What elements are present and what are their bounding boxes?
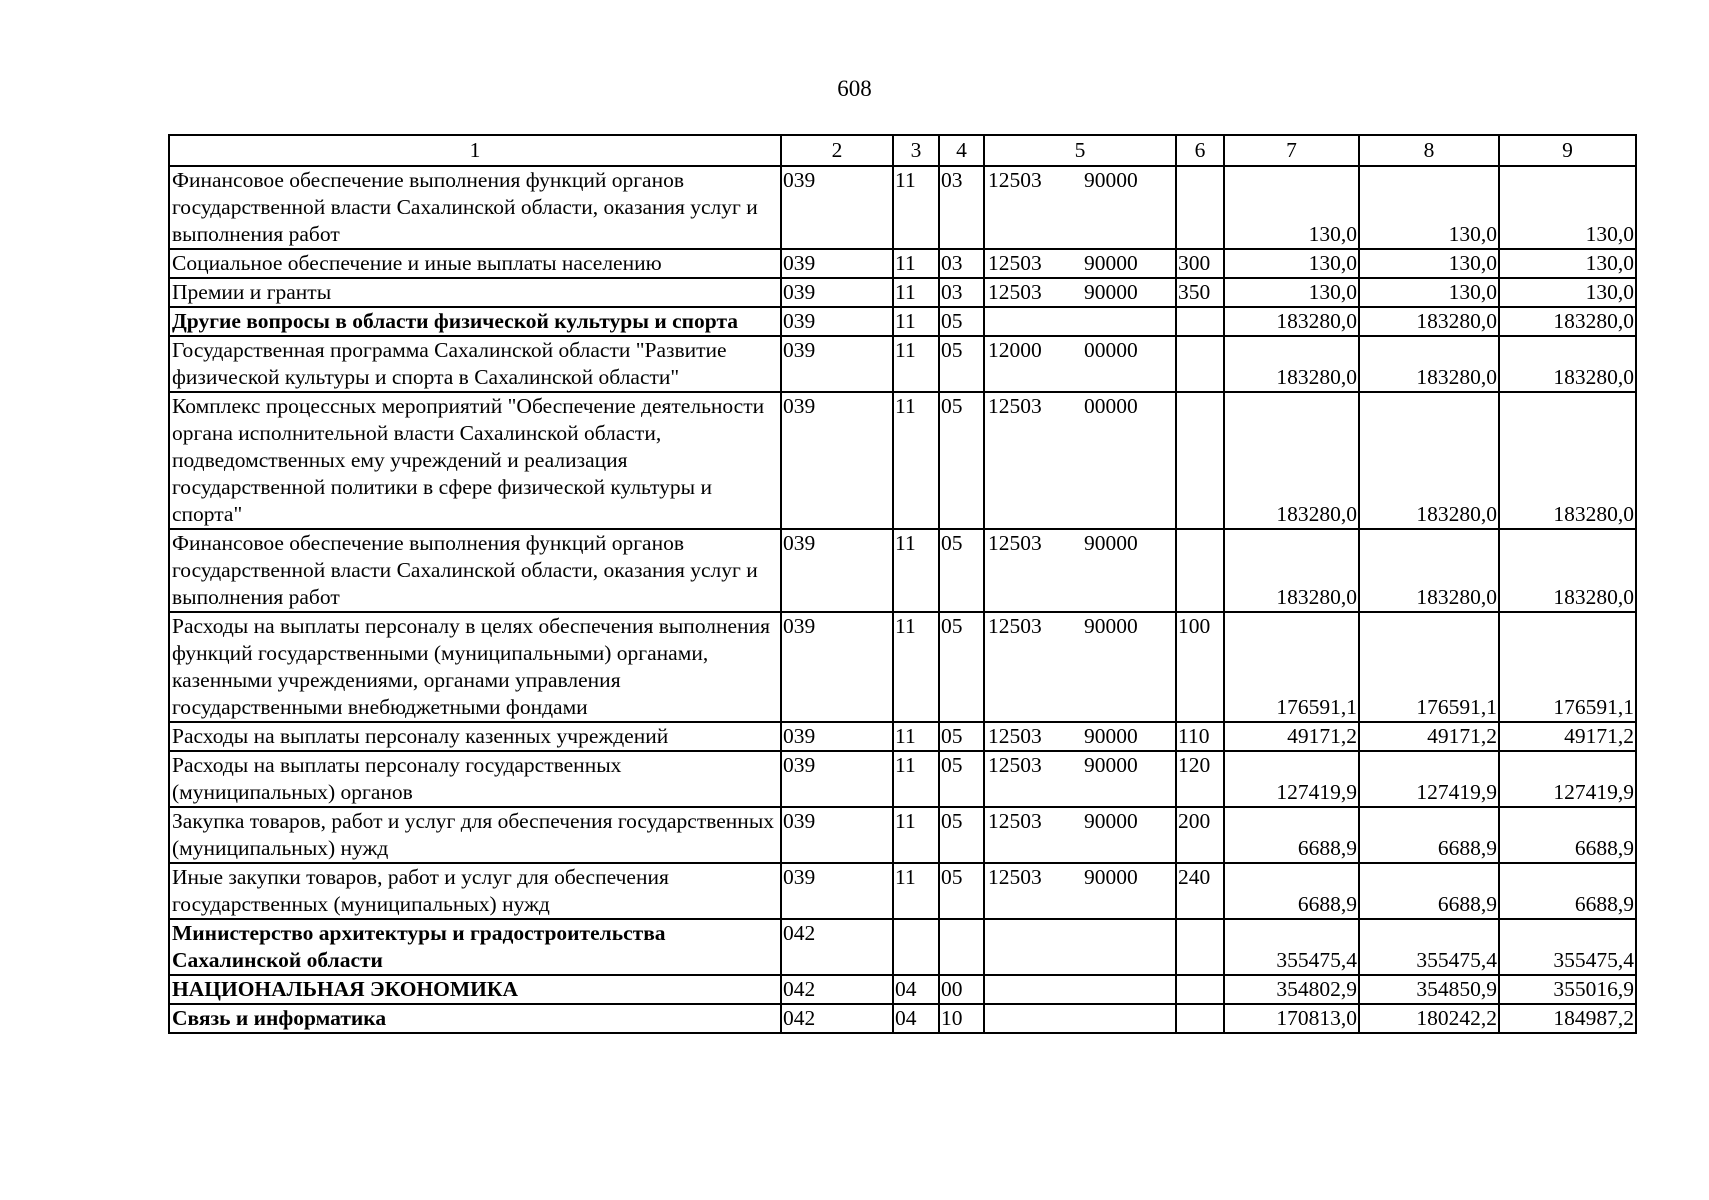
table-row: [169, 1004, 1636, 1033]
target-article-direction: 90000: [1084, 251, 1138, 275]
row-target-article: [984, 392, 1176, 529]
row-target-article: [984, 919, 1176, 975]
row-amount-col9: 130,0: [1499, 249, 1636, 278]
row-target-article: [984, 1004, 1176, 1033]
header-cell-8: 8: [1359, 135, 1499, 166]
row-amount-col9: 176591,1: [1499, 612, 1636, 722]
row-name: Социальное обеспечение и иные выплаты населению: [169, 249, 781, 278]
row-name: Иные закупки товаров, работ и услуг для обеспечения государственных (муниципальных) нужд: [169, 863, 781, 919]
row-amount-col7: 176591,1: [1224, 612, 1359, 722]
target-article-wrap: [986, 530, 1174, 557]
target-article-wrap: [986, 337, 1174, 364]
row-amount-col7: 170813,0: [1224, 1004, 1359, 1033]
row-ministry-code: 039: [781, 278, 893, 307]
target-article-wrap: [986, 613, 1174, 640]
header-cell-2: 2: [781, 135, 893, 166]
row-ministry-code: 039: [781, 807, 893, 863]
table-row: [169, 278, 1636, 307]
target-article-wrap: [986, 279, 1174, 306]
header-cell-6: 6: [1176, 135, 1224, 166]
row-name: Министерство архитектуры и градостроительства Сахалинской области: [169, 919, 781, 975]
table-row: [169, 863, 1636, 919]
row-target-article: [984, 751, 1176, 807]
row-amount-col7: 355475,4: [1224, 919, 1359, 975]
row-target-article: [984, 863, 1176, 919]
row-name: НАЦИОНАЛЬНАЯ ЭКОНОМИКА: [169, 975, 781, 1004]
row-target-article: [984, 722, 1176, 751]
row-name: Расходы на выплаты персоналу в целях обеспечения выполнения функций государственными (муниципальными) органами, казенными учреждениями, органами управления государственными внебюджетными фондами: [169, 612, 781, 722]
row-subsection-code: 10: [939, 1004, 984, 1033]
table-row: [169, 975, 1636, 1004]
row-section-code: 04: [893, 975, 939, 1004]
table-row: [169, 249, 1636, 278]
row-amount-col7: 49171,2: [1224, 722, 1359, 751]
row-amount-col8: 354850,9: [1359, 975, 1499, 1004]
page-number: 608: [837, 76, 872, 101]
row-section-code: 11: [893, 249, 939, 278]
row-target-article: [984, 166, 1176, 249]
row-target-article: [984, 249, 1176, 278]
row-ministry-code: 039: [781, 529, 893, 612]
row-expense-type: [1176, 919, 1224, 975]
target-article-program: 12503: [988, 809, 1042, 833]
header-cell-4: 4: [939, 135, 984, 166]
row-subsection-code: [939, 919, 984, 975]
row-amount-col7: 183280,0: [1224, 529, 1359, 612]
target-article-direction: 90000: [1084, 614, 1138, 638]
row-expense-type: [1176, 307, 1224, 336]
row-amount-col8: 130,0: [1359, 278, 1499, 307]
row-amount-col7: 183280,0: [1224, 307, 1359, 336]
row-section-code: 11: [893, 307, 939, 336]
row-amount-col9: 183280,0: [1499, 392, 1636, 529]
row-subsection-code: 05: [939, 529, 984, 612]
row-amount-col7: 127419,9: [1224, 751, 1359, 807]
row-amount-col9: 183280,0: [1499, 529, 1636, 612]
row-target-article: [984, 612, 1176, 722]
row-amount-col8: 183280,0: [1359, 307, 1499, 336]
row-subsection-code: 05: [939, 307, 984, 336]
table-row: [169, 529, 1636, 612]
target-article-wrap: [986, 723, 1174, 750]
row-amount-col9: 6688,9: [1499, 807, 1636, 863]
table-row: [169, 807, 1636, 863]
target-article-wrap: [986, 864, 1174, 891]
row-amount-col8: 130,0: [1359, 249, 1499, 278]
row-target-article: [984, 278, 1176, 307]
table-row: [169, 166, 1636, 249]
row-ministry-code: 039: [781, 392, 893, 529]
table-row: [169, 919, 1636, 975]
row-subsection-code: 05: [939, 751, 984, 807]
row-amount-col9: 183280,0: [1499, 307, 1636, 336]
row-section-code: 11: [893, 336, 939, 392]
row-section-code: 11: [893, 278, 939, 307]
row-expense-type: 200: [1176, 807, 1224, 863]
target-article-program: 12503: [988, 531, 1042, 555]
row-expense-type: [1176, 975, 1224, 1004]
row-amount-col8: 6688,9: [1359, 863, 1499, 919]
row-ministry-code: 039: [781, 863, 893, 919]
row-target-article: [984, 336, 1176, 392]
row-subsection-code: 00: [939, 975, 984, 1004]
target-article-direction: 90000: [1084, 531, 1138, 555]
header-cell-3: 3: [893, 135, 939, 166]
row-section-code: 11: [893, 751, 939, 807]
row-ministry-code: 039: [781, 751, 893, 807]
row-ministry-code: 039: [781, 336, 893, 392]
row-amount-col8: 183280,0: [1359, 392, 1499, 529]
row-name: Государственная программа Сахалинской области "Развитие физической культуры и спорта в Сахалинской области": [169, 336, 781, 392]
row-subsection-code: 05: [939, 612, 984, 722]
target-article-wrap: [986, 250, 1174, 277]
row-amount-col8: 355475,4: [1359, 919, 1499, 975]
row-expense-type: [1176, 166, 1224, 249]
row-subsection-code: 05: [939, 807, 984, 863]
header-row: [169, 135, 1636, 166]
target-article-program: 12000: [988, 338, 1042, 362]
row-amount-col7: 183280,0: [1224, 392, 1359, 529]
row-expense-type: 240: [1176, 863, 1224, 919]
target-article-wrap: [986, 393, 1174, 420]
target-article-wrap: [986, 167, 1174, 194]
row-amount-col8: 6688,9: [1359, 807, 1499, 863]
target-article-program: 12503: [988, 168, 1042, 192]
target-article-direction: 90000: [1084, 724, 1138, 748]
row-expense-type: [1176, 1004, 1224, 1033]
row-amount-col7: 6688,9: [1224, 863, 1359, 919]
row-ministry-code: 042: [781, 1004, 893, 1033]
row-amount-col7: 183280,0: [1224, 336, 1359, 392]
target-article-program: 12503: [988, 724, 1042, 748]
row-name: Премии и гранты: [169, 278, 781, 307]
row-expense-type: 110: [1176, 722, 1224, 751]
row-expense-type: 100: [1176, 612, 1224, 722]
target-article-direction: 00000: [1084, 394, 1138, 418]
row-amount-col9: 184987,2: [1499, 1004, 1636, 1033]
row-section-code: 04: [893, 1004, 939, 1033]
target-article-program: 12503: [988, 251, 1042, 275]
row-subsection-code: 03: [939, 166, 984, 249]
row-name: Комплекс процессных мероприятий "Обеспечение деятельности органа исполнительной власти Сахалинской области, подведомственных ему учреждений и реализация государственной политики в сфере физической культуры и спорта": [169, 392, 781, 529]
row-name: Связь и информатика: [169, 1004, 781, 1033]
row-amount-col9: 183280,0: [1499, 336, 1636, 392]
row-section-code: 11: [893, 807, 939, 863]
target-article-direction: 90000: [1084, 809, 1138, 833]
row-ministry-code: 039: [781, 307, 893, 336]
row-amount-col7: 130,0: [1224, 166, 1359, 249]
row-section-code: 11: [893, 166, 939, 249]
table-row: [169, 751, 1636, 807]
row-section-code: 11: [893, 863, 939, 919]
row-subsection-code: 05: [939, 392, 984, 529]
row-ministry-code: 039: [781, 249, 893, 278]
row-amount-col8: 180242,2: [1359, 1004, 1499, 1033]
row-expense-type: 350: [1176, 278, 1224, 307]
row-amount-col9: 355016,9: [1499, 975, 1636, 1004]
row-subsection-code: 05: [939, 336, 984, 392]
target-article-direction: 90000: [1084, 168, 1138, 192]
target-article-direction: 90000: [1084, 280, 1138, 304]
row-ministry-code: 039: [781, 722, 893, 751]
row-expense-type: 120: [1176, 751, 1224, 807]
target-article-program: 12503: [988, 753, 1042, 777]
row-amount-col8: 130,0: [1359, 166, 1499, 249]
row-amount-col7: 130,0: [1224, 278, 1359, 307]
row-amount-col7: 354802,9: [1224, 975, 1359, 1004]
row-target-article: [984, 975, 1176, 1004]
row-section-code: 11: [893, 529, 939, 612]
row-section-code: 11: [893, 722, 939, 751]
row-ministry-code: 042: [781, 919, 893, 975]
header-cell-9: 9: [1499, 135, 1636, 166]
row-amount-col7: 130,0: [1224, 249, 1359, 278]
row-amount-col9: 130,0: [1499, 278, 1636, 307]
row-amount-col9: 6688,9: [1499, 863, 1636, 919]
row-amount-col8: 183280,0: [1359, 336, 1499, 392]
target-article-program: 12503: [988, 865, 1042, 889]
target-article-program: 12503: [988, 614, 1042, 638]
row-amount-col9: 355475,4: [1499, 919, 1636, 975]
row-amount-col9: 127419,9: [1499, 751, 1636, 807]
row-amount-col8: 183280,0: [1359, 529, 1499, 612]
table-row: [169, 722, 1636, 751]
row-subsection-code: 05: [939, 863, 984, 919]
header-cell-5: 5: [984, 135, 1176, 166]
row-amount-col9: 130,0: [1499, 166, 1636, 249]
row-name: Финансовое обеспечение выполнения функций органов государственной власти Сахалинской области, оказания услуг и выполнения работ: [169, 529, 781, 612]
target-article-direction: 90000: [1084, 753, 1138, 777]
row-target-article: [984, 529, 1176, 612]
table-row: [169, 336, 1636, 392]
budget-table: [168, 134, 1637, 1034]
row-amount-col9: 49171,2: [1499, 722, 1636, 751]
target-article-wrap: [986, 808, 1174, 835]
row-expense-type: 300: [1176, 249, 1224, 278]
row-section-code: 11: [893, 392, 939, 529]
target-article-wrap: [986, 752, 1174, 779]
target-article-program: 12503: [988, 280, 1042, 304]
table-row: [169, 307, 1636, 336]
target-article-direction: 90000: [1084, 865, 1138, 889]
table-row: [169, 392, 1636, 529]
row-name: Расходы на выплаты персоналу государственных (муниципальных) органов: [169, 751, 781, 807]
header-cell-7: 7: [1224, 135, 1359, 166]
target-article-program: 12503: [988, 394, 1042, 418]
row-name: Закупка товаров, работ и услуг для обеспечения государственных (муниципальных) нужд: [169, 807, 781, 863]
target-article-direction: 00000: [1084, 338, 1138, 362]
row-target-article: [984, 307, 1176, 336]
row-subsection-code: 05: [939, 722, 984, 751]
row-name: Другие вопросы в области физической культуры и спорта: [169, 307, 781, 336]
row-section-code: [893, 919, 939, 975]
row-amount-col7: 6688,9: [1224, 807, 1359, 863]
row-ministry-code: 039: [781, 166, 893, 249]
header-cell-1: 1: [169, 135, 781, 166]
row-amount-col8: 127419,9: [1359, 751, 1499, 807]
row-amount-col8: 49171,2: [1359, 722, 1499, 751]
row-ministry-code: 042: [781, 975, 893, 1004]
row-section-code: 11: [893, 612, 939, 722]
row-subsection-code: 03: [939, 278, 984, 307]
row-expense-type: [1176, 392, 1224, 529]
row-expense-type: [1176, 336, 1224, 392]
row-expense-type: [1176, 529, 1224, 612]
row-amount-col8: 176591,1: [1359, 612, 1499, 722]
row-subsection-code: 03: [939, 249, 984, 278]
table-row: [169, 612, 1636, 722]
row-name: Расходы на выплаты персоналу казенных учреждений: [169, 722, 781, 751]
row-target-article: [984, 807, 1176, 863]
row-ministry-code: 039: [781, 612, 893, 722]
row-name: Финансовое обеспечение выполнения функций органов государственной власти Сахалинской области, оказания услуг и выполнения работ: [169, 166, 781, 249]
